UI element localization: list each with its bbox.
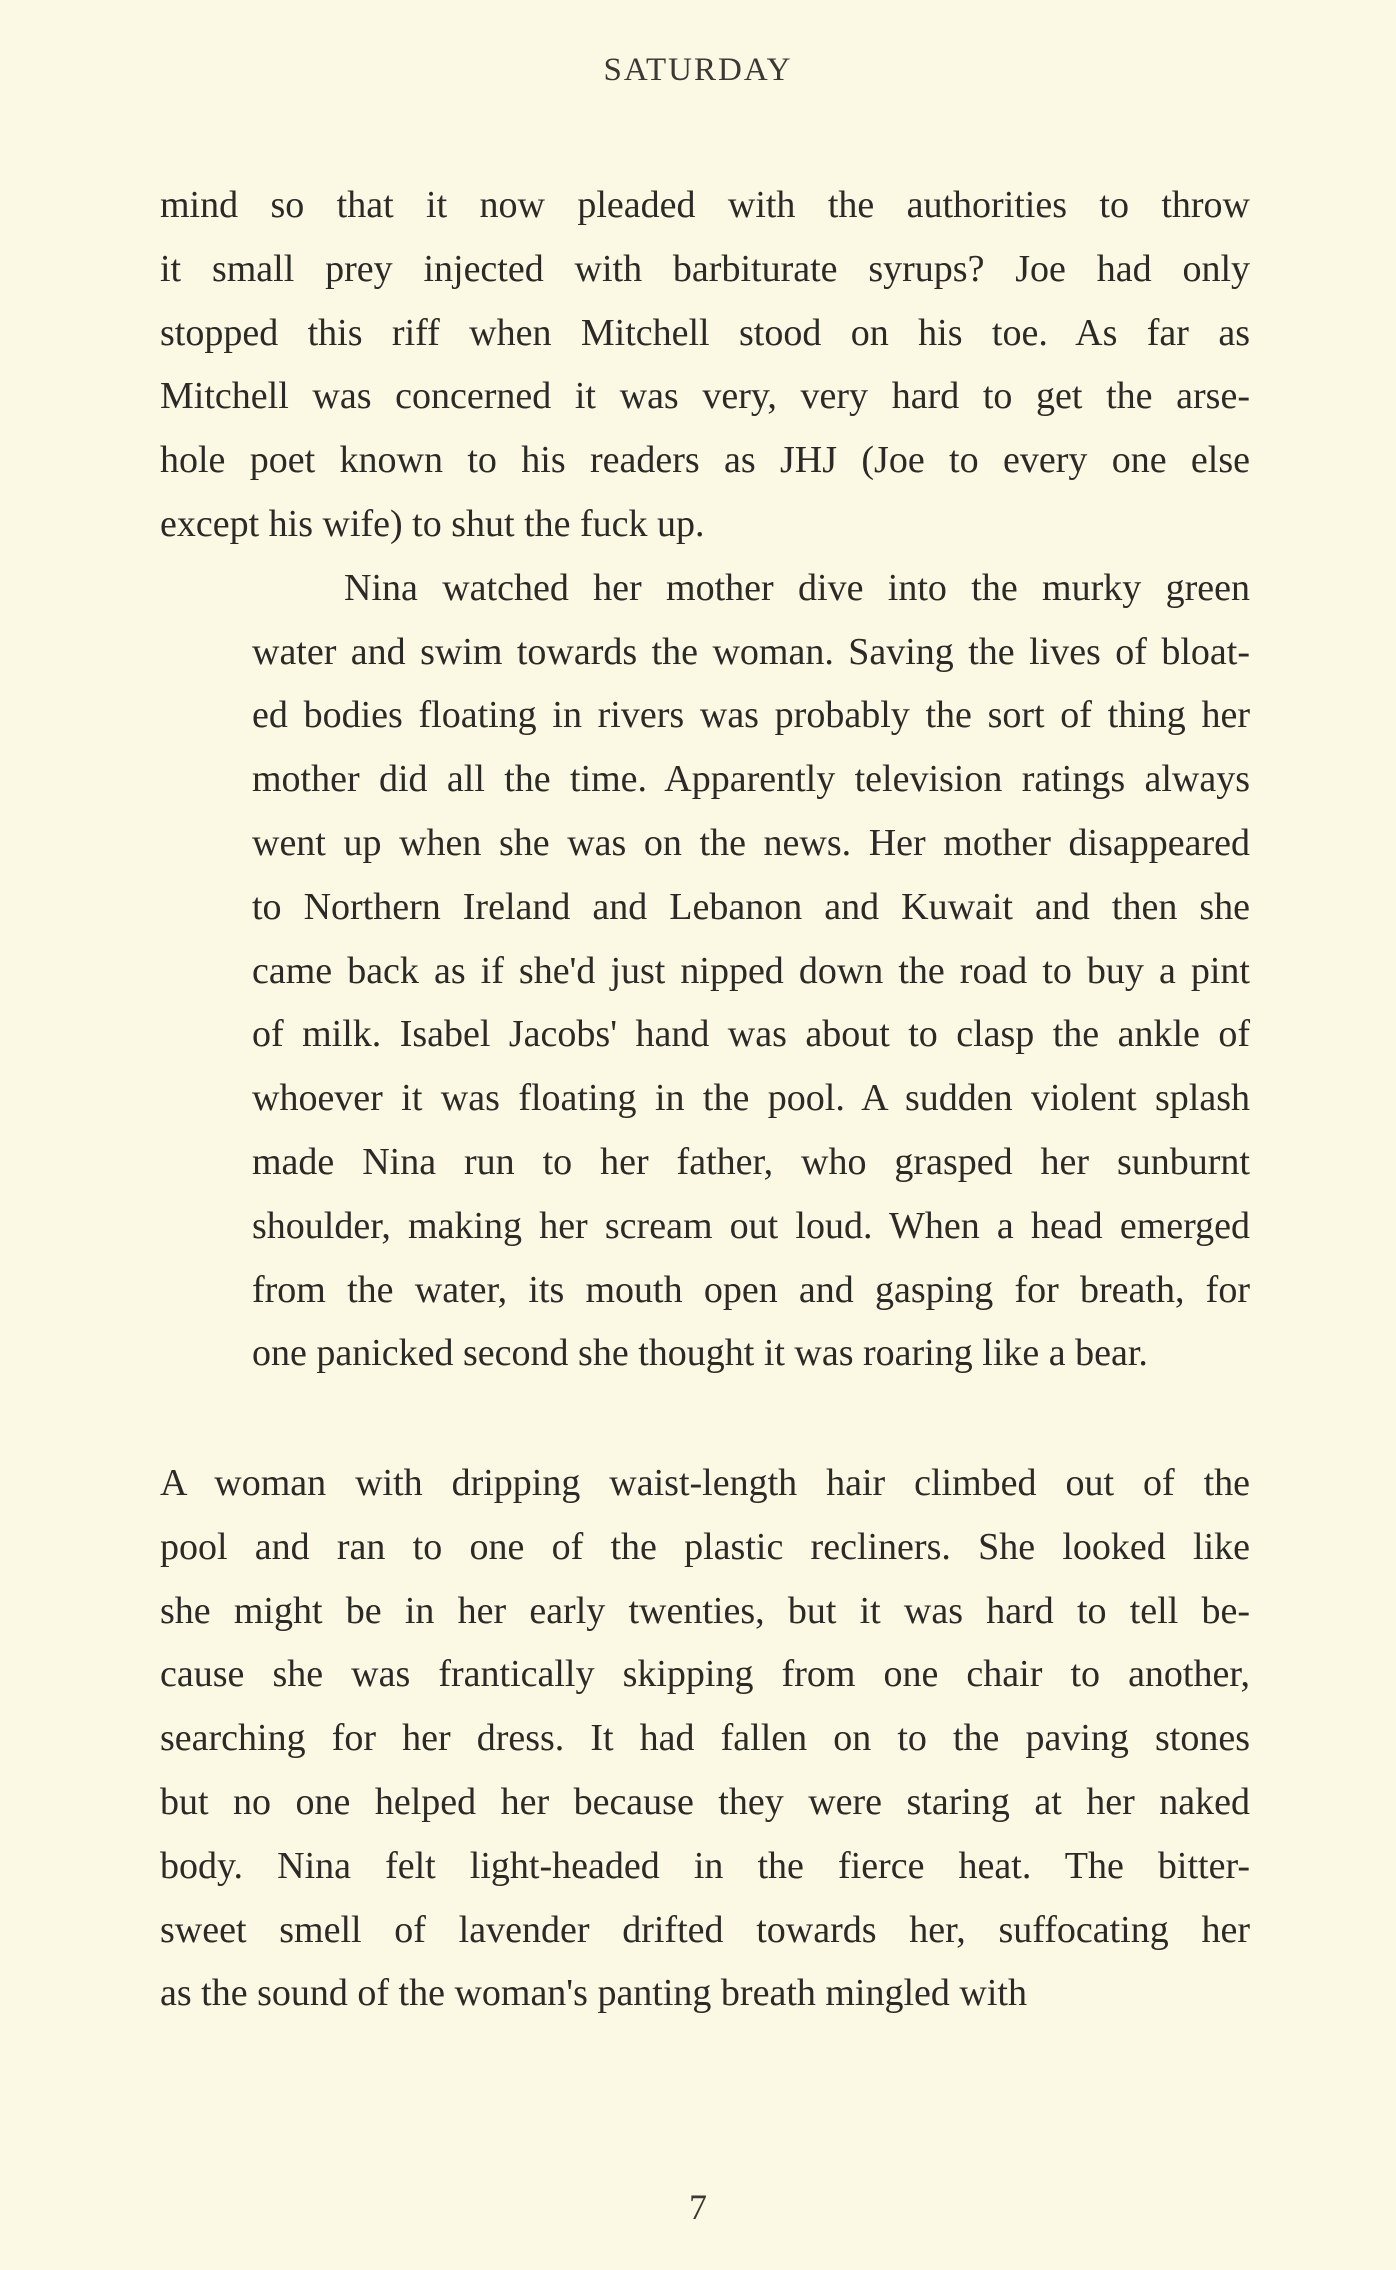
text-line: as the sound of the woman's panting breath mingled with: [160, 1972, 1027, 2015]
paragraph: [160, 1452, 1250, 2026]
text-line: one panicked second she thought it was roaring like a bear.: [252, 1332, 1148, 1375]
page-number: 7: [689, 2187, 707, 2227]
text-block-lower: [160, 1452, 1250, 2026]
text-line: of milk. Isabel Jacobs' hand was about to clasp the ankle of: [252, 1013, 1250, 1056]
text-line: but no one helped her because they were staring at her naked: [160, 1780, 1250, 1823]
text-line: to Northern Ireland and Lebanon and Kuwait and then she: [252, 885, 1250, 928]
text-line: went up when she was on the news. Her mother disappeared: [252, 821, 1250, 864]
paragraph: [160, 174, 1250, 557]
text-line: Mitchell was concerned it was very, very hard to get the arse-: [160, 375, 1250, 418]
text-line: Nina watched her mother dive into the murky green: [344, 566, 1250, 609]
text-line: stopped this riff when Mitchell stood on his toe. As far as: [160, 311, 1250, 354]
text-line: ed bodies floating in rivers was probably the sort of thing her: [252, 694, 1250, 737]
text-line: pool and ran to one of the plastic recliners. She looked like: [160, 1525, 1250, 1568]
text-line: body. Nina felt light-headed in the fierce heat. The bitter-: [160, 1844, 1250, 1887]
text-line: whoever it was floating in the pool. A sudden violent splash: [252, 1077, 1250, 1120]
text-line: except his wife) to shut the fuck up.: [160, 502, 705, 545]
running-head: SATURDAY: [603, 52, 793, 88]
text-line: water and swim towards the woman. Saving the lives of bloat-: [252, 630, 1250, 673]
text-line: it small prey injected with barbiturate syrups? Joe had only: [160, 247, 1250, 290]
text-line: mind so that it now pleaded with the authorities to throw: [160, 184, 1250, 226]
text-line: searching for her dress. It had fallen on to the paving stones: [160, 1717, 1250, 1760]
text-line: A woman with dripping waist-length hair climbed out of the: [160, 1462, 1250, 1504]
text-line: mother did all the time. Apparently television ratings always: [252, 758, 1250, 801]
text-line: hole poet known to his readers as JHJ (Joe to every one else: [160, 439, 1250, 482]
text-block-upper: [160, 174, 1250, 1386]
text-line: sweet smell of lavender drifted towards her, suffocating her: [160, 1908, 1250, 1951]
text-line: made Nina run to her father, who grasped her sunburnt: [252, 1140, 1250, 1183]
text-line: came back as if she'd just nipped down the road to buy a pint: [252, 949, 1250, 992]
text-line: cause she was frantically skipping from one chair to another,: [160, 1653, 1250, 1696]
paragraph: [160, 557, 1250, 1386]
text-line: shoulder, making her scream out loud. When a head emerged: [252, 1204, 1250, 1247]
text-line: she might be in her early twenties, but it was hard to tell be-: [160, 1589, 1250, 1632]
text-line: from the water, its mouth open and gasping for breath, for: [252, 1268, 1250, 1311]
